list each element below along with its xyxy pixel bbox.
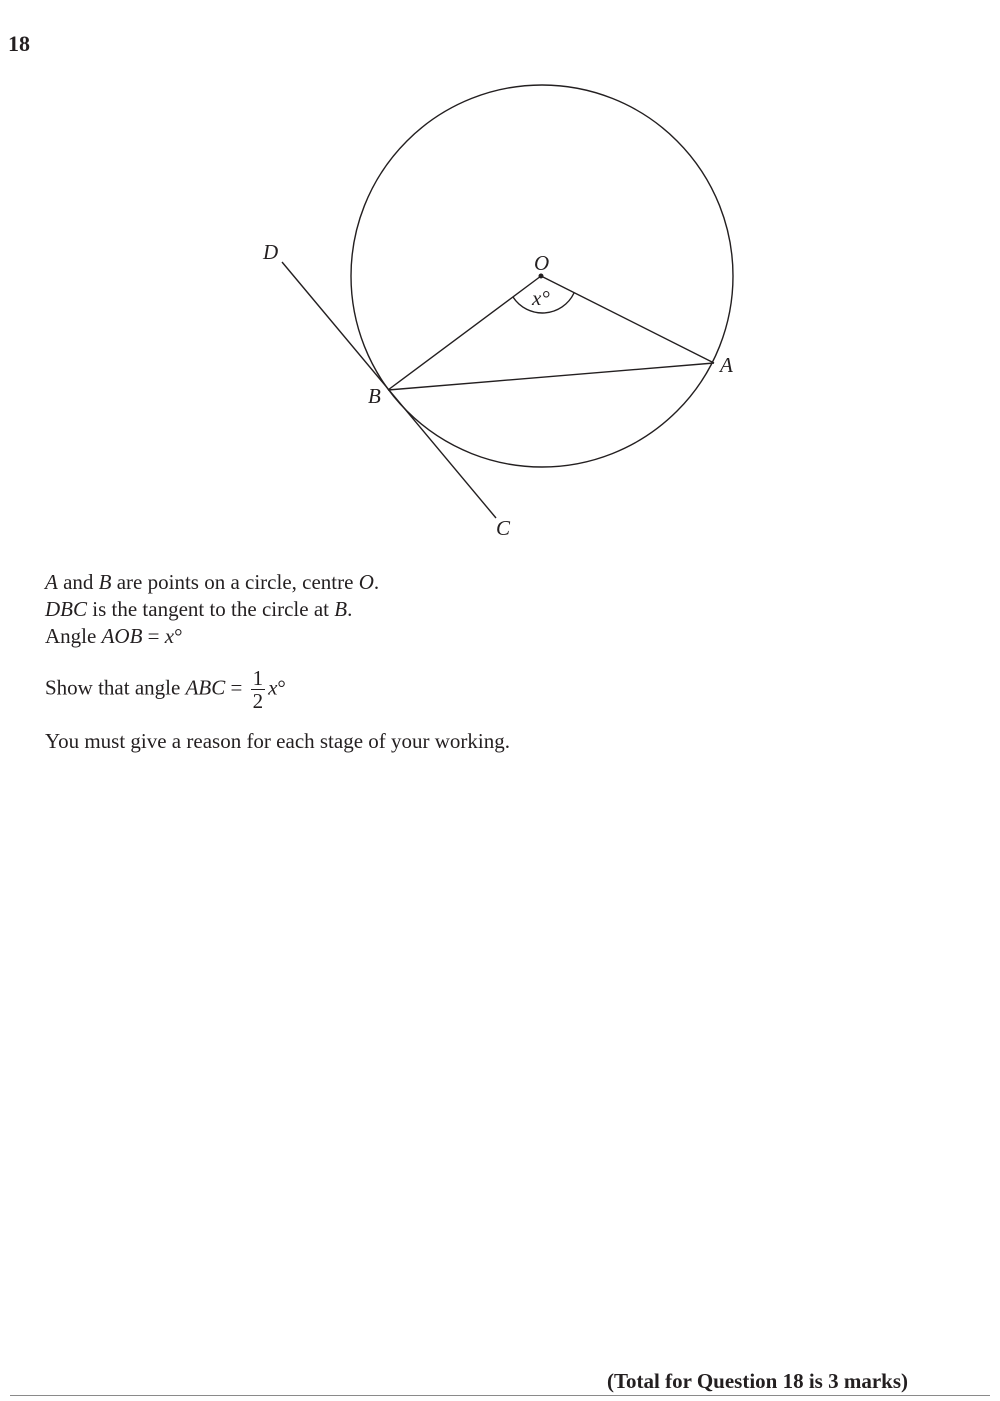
label-b: B [368,384,381,408]
label-c: C [496,516,511,540]
angle-abc-text: ABC [185,675,226,700]
fraction-numerator: 1 [252,666,264,690]
variable-x: x [268,675,278,700]
bottom-divider [10,1395,990,1396]
degree-symbol: ° [277,675,286,700]
text-equals: = [225,675,248,700]
fraction-one-half [251,667,266,712]
text-period: . [347,597,353,621]
text-and: and [57,570,99,594]
label-d: D [263,240,279,264]
text-period: . [373,570,380,594]
point-o-text: O [358,570,374,594]
text-angle: Angle [45,624,102,648]
statement-line-2 [45,596,352,622]
statement-line-1 [45,569,379,595]
line-dbc-text: DBC [45,597,87,621]
label-o: O [534,251,550,275]
circle-theorem-diagram [0,0,1000,560]
total-marks: (Total for Question 18 is 3 marks) [606,1369,908,1393]
point-a-text: A [45,570,58,594]
question-number: 18 [8,31,30,56]
point-b-text: B [98,570,112,594]
angle-aob-text: AOB [101,624,143,648]
radius-ob [388,276,541,390]
instruction-text: You must give a reason for each stage of your working. [45,729,511,753]
point-b-text: B [334,597,348,621]
label-a: A [720,353,733,377]
show-that-line [45,667,286,712]
text-tangent: is the tangent to the circle at [87,597,335,621]
variable-x: x [164,624,175,648]
degree-symbol: ° [174,624,183,648]
label-angle-x: x° [532,286,550,310]
fraction-denominator: 2 [252,689,264,713]
chord-ab [388,363,714,390]
text-equals: = [142,624,165,648]
text-show-that: Show that angle [45,675,186,700]
text-circle-centre: are points on a circle, centre [111,570,359,594]
statement-line-3 [45,623,182,649]
radius-oa [541,276,714,363]
